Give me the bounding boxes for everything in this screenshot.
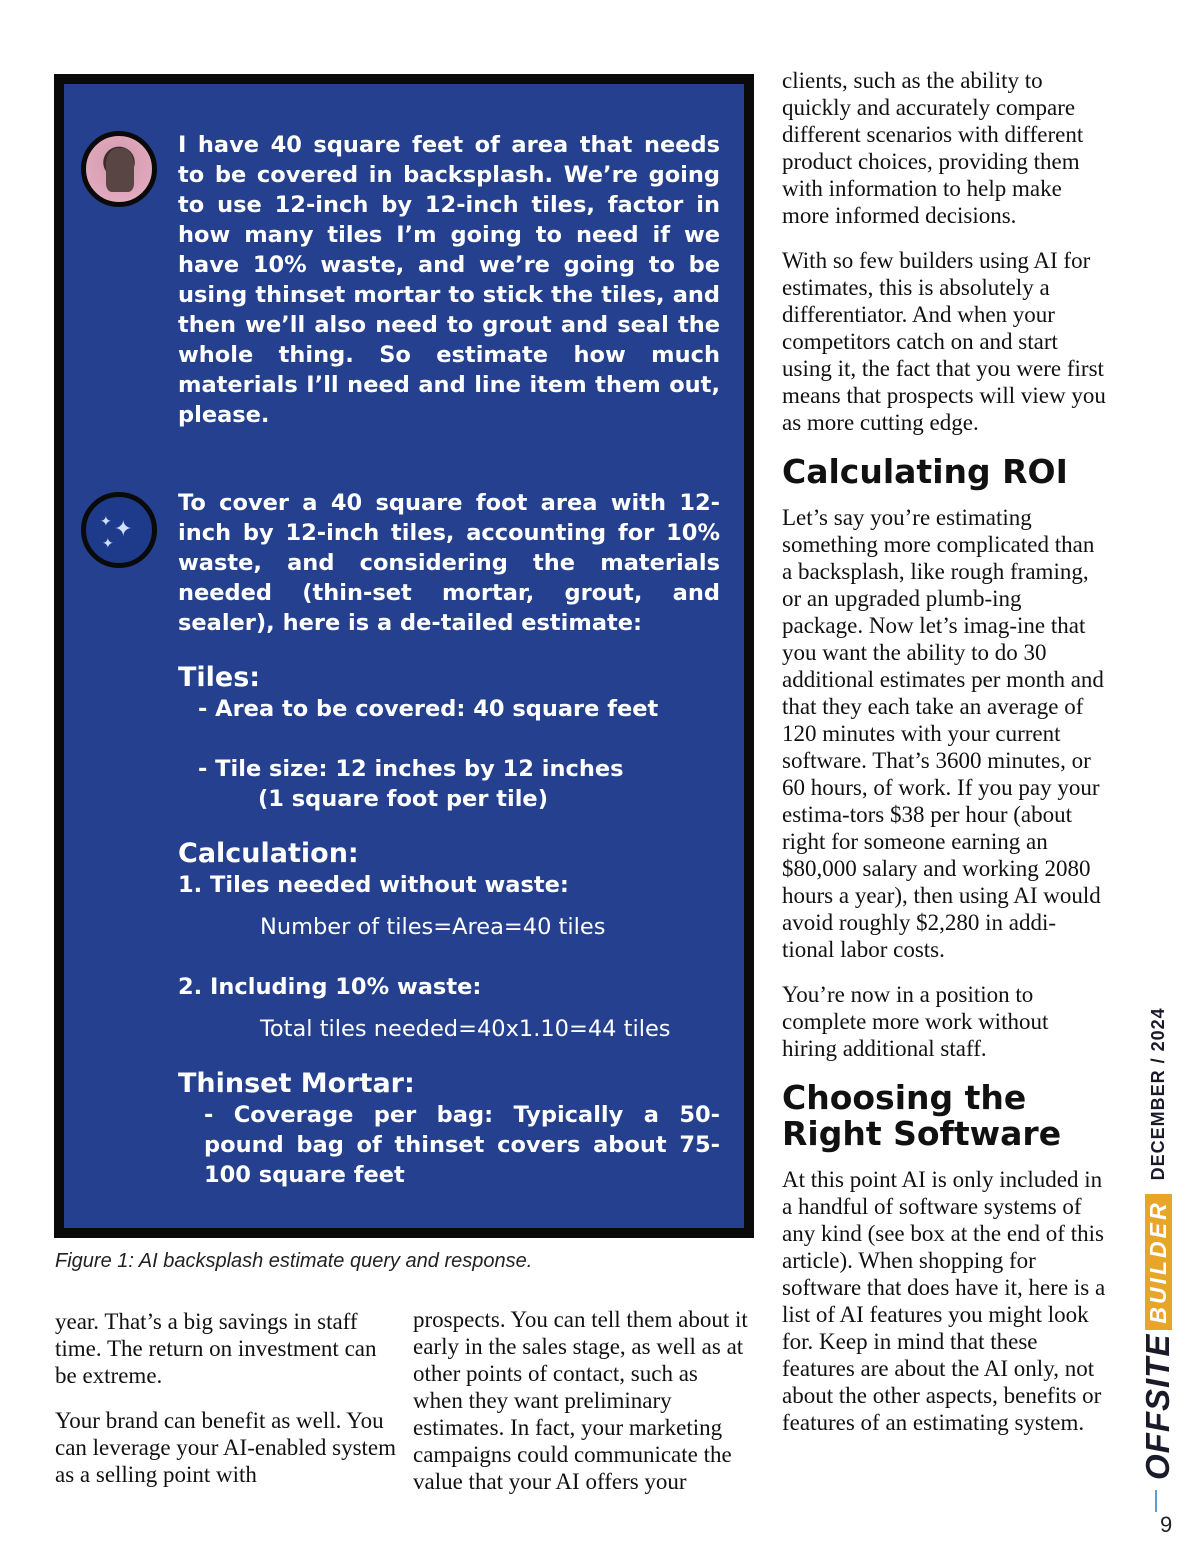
page-number: 9 xyxy=(1160,1512,1173,1537)
paragraph: With so few builders using AI for estimates, this is absolutely a differentiator. And when your competitors catch on and start using it, the fact that you were first means that prospects will view you as more cutting edge. xyxy=(782,248,1106,435)
issue-date: DECEMBER / 2024 xyxy=(1147,1007,1168,1181)
page-number-rule xyxy=(1155,1490,1157,1512)
column-1 xyxy=(55,1308,400,1506)
paragraph: prospects. You can tell them about it early in the sales stage, as well as at other points of contact, such as when they want preliminary estimates. In fact, your marketing campaigns could communicate the value that your AI offers your xyxy=(413,1307,748,1494)
ai-response xyxy=(178,488,720,1190)
calc-step-1: 1. Tiles needed without waste: xyxy=(178,872,569,898)
tiles-area: - Area to be covered: 40 square feet xyxy=(198,696,659,722)
user-avatar xyxy=(81,131,157,207)
brand-logo-offsite: OFFSITE xyxy=(1139,1333,1176,1480)
tiles-heading: Tiles: xyxy=(178,662,261,693)
ai-sparkle-avatar xyxy=(81,492,157,568)
paragraph: clients, such as the ability to quickly and accurately compare different scenarios with different product choices, providing them with information to help make more informed decisions. xyxy=(782,68,1084,228)
sparkle-icon: ✦ xyxy=(114,517,133,542)
calc-formula-1: Number of tiles=Area=40 tiles xyxy=(260,914,606,940)
chat-figure xyxy=(54,74,754,1238)
chat-panel xyxy=(64,84,744,1228)
magazine-sidebar xyxy=(1139,1007,1177,1480)
user-face-icon xyxy=(106,148,134,192)
ai-intro: To cover a 40 square foot area with 12-inch by 12-inch tiles, accounting for 10% waste, and considering the materials needed (thin-set mortar, grout, and sealer), here is a de-tailed estimate: xyxy=(178,490,720,636)
mortar-coverage: - Coverage per bag: Typically a 50-pound bag of thinset covers about 75-100 square feet xyxy=(204,1102,720,1188)
paragraph: year. That’s a big savings in staff time. The return on investment can be extreme. xyxy=(55,1309,377,1388)
paragraph: Let’s say you’re estimating something more complicated than a backsplash, like rough framing, or an upgraded plumb-ing package. Now let’s imag-ine that you want the ability to do 30 additional estimates per month and that they each take an average of 120 minutes with your current software. That’s 3600 minutes, or 60 hours, of work. If you pay your estima-tors $38 per hour (about right for someone earning an $80,000 salary and working 2080 hours a year), then using AI would avoid roughly $2,280 in addi-tional labor costs. xyxy=(782,505,1104,962)
tiles-size-note: (1 square foot per tile) xyxy=(258,786,548,812)
paragraph: At this point AI is only included in a handful of software systems of any kind (see box at the end of this article). When shopping for software that does have it, here is a list of AI features you might look for. Keep in mind that these features are about the AI only, not about the other aspects, benefits or features of an estimating system. xyxy=(782,1167,1106,1435)
tiles-size: - Tile size: 12 inches by 12 inches xyxy=(198,756,624,782)
column-3 xyxy=(782,67,1107,1454)
calc-step-2: 2. Including 10% waste: xyxy=(178,974,482,1000)
sparkle-icon: ✦ xyxy=(102,536,114,552)
paragraph: You’re now in a position to complete more work without hiring additional staff. xyxy=(782,982,1049,1061)
sparkle-icon: ✦ xyxy=(100,514,112,530)
brand-logo-builder: BUILDER xyxy=(1145,1194,1172,1329)
paragraph: Your brand can benefit as well. You can leverage your AI-enabled system as a selling point with xyxy=(55,1408,397,1487)
user-message: I have 40 square feet of area that needs to be covered in backsplash. We’re going to use 12-inch by 12-inch tiles, factor in how many tiles I’m going to need if we have 10% waste, and we’re going to be using thinset mortar to stick the tiles, and then we’ll also need to grout and seal the whole thing. So estimate how much materials I’ll need and line item them out, please. xyxy=(178,132,720,428)
figure-caption: Figure 1: AI backsplash estimate query and response. xyxy=(55,1250,533,1272)
calc-formula-2: Total tiles needed=40x1.10=44 tiles xyxy=(260,1016,671,1042)
heading-calculating-roi: Calculating ROI xyxy=(782,452,1068,491)
mortar-heading: Thinset Mortar: xyxy=(178,1068,415,1099)
calculation-heading: Calculation: xyxy=(178,838,359,869)
heading-choosing-software: Choosing the Right Software xyxy=(782,1078,1062,1153)
column-2 xyxy=(413,1306,753,1513)
